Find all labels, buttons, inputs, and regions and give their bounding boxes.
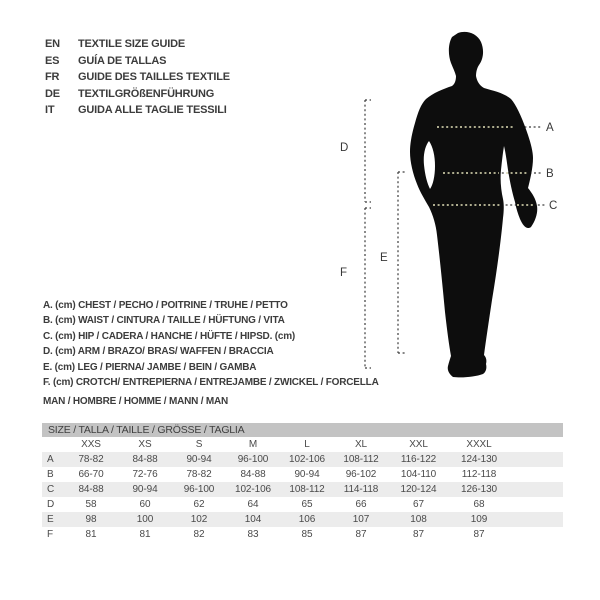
legend-chest: A. (cm) CHEST / PECHO / POITRINE / TRUHE / PETTO xyxy=(43,300,288,311)
table-row-e xyxy=(42,512,563,527)
measurement-legend xyxy=(43,300,379,412)
lang-title: TEXTILE SIZE GUIDE xyxy=(78,38,186,51)
lang-code: EN xyxy=(45,38,60,51)
filler-cell xyxy=(509,452,563,467)
col-xs: XS xyxy=(138,439,152,450)
cell: 102 xyxy=(190,514,208,525)
lang-code: IT xyxy=(45,104,55,117)
man-silhouette xyxy=(410,32,537,378)
filler-cell xyxy=(509,527,563,542)
cell: 72-76 xyxy=(132,469,158,480)
label-leg-e: E xyxy=(380,252,388,264)
filler-cell xyxy=(509,512,563,527)
cell: 112-118 xyxy=(461,469,497,480)
col-xxl: XXL xyxy=(409,439,428,450)
cell: 81 xyxy=(85,529,97,540)
lang-code: FR xyxy=(45,71,60,84)
cell: 114-118 xyxy=(343,484,379,495)
cell: 64 xyxy=(247,499,259,510)
legend-waist: B. (cm) WAIST / CINTURA / TAILLE / HÜFTUNG / VITA xyxy=(43,315,285,327)
col-s: S xyxy=(195,439,203,450)
cell: 108-112 xyxy=(343,454,379,465)
cell: 60 xyxy=(139,499,151,510)
cell: 120-124 xyxy=(400,484,437,495)
row-label: A xyxy=(47,454,54,465)
label-waist-b: B xyxy=(546,168,554,180)
corner-cell xyxy=(42,437,64,452)
cell: 90-94 xyxy=(132,484,158,495)
col-l: L xyxy=(304,439,310,450)
cell: 109 xyxy=(470,514,488,525)
table-row-a xyxy=(42,452,563,467)
cell: 96-100 xyxy=(183,484,215,495)
table-row-b xyxy=(42,467,563,482)
cell: 84-88 xyxy=(240,469,266,480)
cell: 108-112 xyxy=(289,484,325,495)
cell: 100 xyxy=(136,514,154,525)
cell: 124-130 xyxy=(461,454,497,465)
cell: 90-94 xyxy=(186,454,212,465)
table-row-f xyxy=(42,527,563,542)
cell: 104-110 xyxy=(400,469,437,480)
label-crotch-f: F xyxy=(340,267,348,279)
size-table-title: SIZE / TALLA / TAILLE / GRÖSSE / TAGLIA xyxy=(42,423,563,437)
legend-hip: C. (cm) HIP / CADERA / HANCHE / HÜFTE / HIPSD. (cm) xyxy=(43,330,296,342)
lang-title: TEXTILGRÖßENFÜHRUNG xyxy=(78,87,215,100)
cell: 98 xyxy=(85,514,97,525)
table-row-c xyxy=(42,482,563,497)
lang-row-de xyxy=(45,86,230,103)
cell: 87 xyxy=(413,529,424,540)
filler-cell xyxy=(509,482,563,497)
lang-title: GUIDA ALLE TAGLIE TESSILI xyxy=(78,104,227,117)
cell: 78-82 xyxy=(186,469,212,480)
cell: 96-100 xyxy=(237,454,269,465)
cell: 85 xyxy=(301,529,313,540)
language-title-block xyxy=(45,36,230,119)
cell: 68 xyxy=(473,499,485,510)
lang-row-fr xyxy=(45,69,230,86)
lang-title: GUIDE DES TAILLES TEXTILE xyxy=(78,71,230,84)
lang-row-es xyxy=(45,53,230,70)
lang-row-en xyxy=(45,36,230,53)
col-xxxl: XXXL xyxy=(466,439,492,450)
lang-row-it xyxy=(45,102,230,119)
legend-gender: MAN / HOMBRE / HOMME / MANN / MAN xyxy=(43,396,229,408)
measure-lines-dark xyxy=(365,100,545,368)
row-label: B xyxy=(47,469,54,480)
cell: 108 xyxy=(410,514,427,525)
legend-arm: D. (cm) ARM / BRAZO/ BRAS/ WAFFEN / BRACCIA xyxy=(43,346,274,358)
filler-cell xyxy=(509,437,563,452)
cell: 58 xyxy=(85,499,97,510)
size-table xyxy=(42,423,563,542)
row-label: F xyxy=(47,529,54,540)
legend-leg: E. (cm) LEG / PIERNA/ JAMBE / BEIN / GAMBA xyxy=(43,361,257,373)
col-xl: XL xyxy=(354,439,368,450)
measure-lines-light xyxy=(433,127,535,205)
filler-cell xyxy=(509,497,563,512)
arm-line xyxy=(365,100,371,202)
cell: 102-106 xyxy=(289,454,325,465)
filler-cell xyxy=(509,467,563,482)
col-xxs: XXS xyxy=(81,439,101,450)
row-label: D xyxy=(47,499,55,510)
leg-line xyxy=(398,172,405,353)
cell: 96-102 xyxy=(345,469,377,480)
cell: 84-88 xyxy=(78,484,104,495)
cell: 102-106 xyxy=(235,484,271,495)
cell: 87 xyxy=(355,529,367,540)
cell: 81 xyxy=(139,529,151,540)
cell: 82 xyxy=(193,529,205,540)
label-arm-d: D xyxy=(340,142,349,154)
cell: 106 xyxy=(298,514,316,525)
row-label: C xyxy=(47,484,55,495)
cell: 67 xyxy=(413,499,424,510)
cell: 126-130 xyxy=(461,484,497,495)
cell: 83 xyxy=(247,529,259,540)
cell: 87 xyxy=(473,529,485,540)
cell: 116-122 xyxy=(400,454,437,465)
table-row-d xyxy=(42,497,563,512)
cell: 84-88 xyxy=(132,454,158,465)
label-hip-c: C xyxy=(549,200,558,212)
size-table-grid xyxy=(42,437,563,542)
cell: 62 xyxy=(193,499,205,510)
lang-code: ES xyxy=(45,54,60,67)
cell: 90-94 xyxy=(294,469,320,480)
cell: 107 xyxy=(352,514,370,525)
row-label: E xyxy=(47,514,54,525)
legend-crotch: F. (cm) CROTCH/ ENTREPIERNA / ENTREJAMBE / ZWICKEL / FORCELLA xyxy=(43,376,379,388)
lang-title: GUÍA DE TALLAS xyxy=(78,54,167,67)
lang-code: DE xyxy=(45,87,60,100)
cell: 65 xyxy=(301,499,313,510)
label-chest-a: A xyxy=(546,122,554,134)
cell: 66-70 xyxy=(78,469,104,480)
col-m: M xyxy=(248,439,258,450)
cell: 66 xyxy=(355,499,367,510)
size-header-row xyxy=(42,437,563,452)
cell: 78-82 xyxy=(78,454,104,465)
cell: 104 xyxy=(244,514,262,525)
